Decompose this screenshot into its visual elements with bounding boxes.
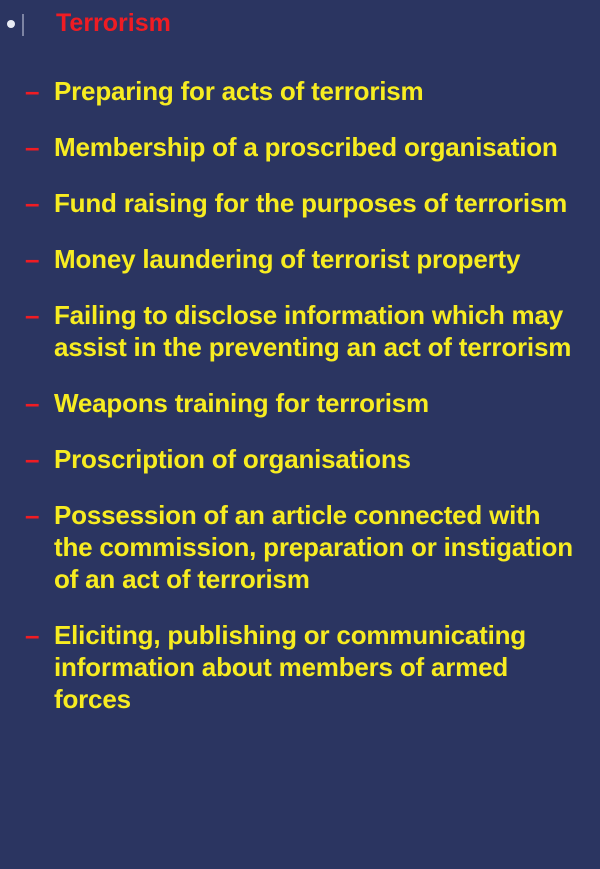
dash-bullet: – xyxy=(25,300,40,330)
dash-bullet: – xyxy=(25,388,40,418)
list-item xyxy=(0,443,600,475)
list-item xyxy=(0,187,600,219)
list-item-text: Preparing for acts of terrorism xyxy=(54,76,424,106)
bullet-dot-icon xyxy=(7,20,15,28)
list-item-text: Membership of a proscribed organisation xyxy=(54,132,558,162)
list-item-text: Proscription of organisations xyxy=(54,444,411,474)
dash-bullet: – xyxy=(25,244,40,274)
slide-title: Terrorism xyxy=(56,9,171,37)
list-item-text: Possession of an article connected with the commission, preparation or instigation of an act of terrorism xyxy=(54,500,573,594)
list-item xyxy=(0,75,600,107)
list-item xyxy=(0,243,600,275)
slide-header xyxy=(0,6,600,40)
dash-bullet: – xyxy=(25,132,40,162)
bullet-divider-icon xyxy=(22,14,24,36)
list-item xyxy=(0,387,600,419)
list-item-text: Money laundering of terrorist property xyxy=(54,244,521,274)
offence-list xyxy=(0,75,600,739)
list-item xyxy=(0,619,600,715)
list-item xyxy=(0,131,600,163)
list-item-text: Weapons training for terrorism xyxy=(54,388,429,418)
dash-bullet: – xyxy=(25,76,40,106)
dash-bullet: – xyxy=(25,620,40,650)
dash-bullet: – xyxy=(25,500,40,530)
dash-bullet: – xyxy=(25,188,40,218)
list-item-text: Fund raising for the purposes of terrorism xyxy=(54,188,568,218)
list-item-text: Failing to disclose information which may assist in the preventing an act of terrorism xyxy=(54,300,572,362)
dash-bullet: – xyxy=(25,444,40,474)
list-item-text: Eliciting, publishing or communicating information about members of armed forces xyxy=(54,620,526,714)
list-item xyxy=(0,299,600,363)
list-item xyxy=(0,499,600,595)
